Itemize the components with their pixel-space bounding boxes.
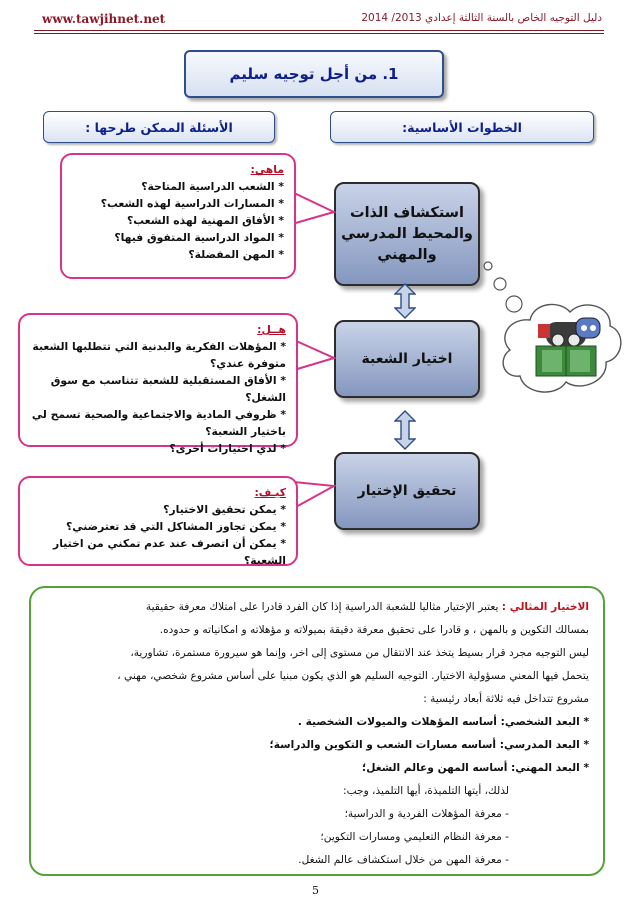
callout-heading: ماهي: [250,163,284,176]
callout-pointer [292,472,336,512]
step-achieve-choice: تحقيق الإختيار [334,452,480,530]
callout-line: * الأفاق المستقبلية للشعبة تتناسب مع سوق الشغل؟ [50,374,286,404]
callout-line: * المهن المفضلة؟ [188,248,284,261]
dimension-school: * البعد المدرسي: أساسه مسارات الشعب و التكوين والدراسة؛ [269,739,589,751]
step-branch-choice: اختيار الشعبة [334,320,480,398]
info-closing: لذلك، أيتها التلميذة، أيها التلميذ، وجب: [343,785,509,797]
callout-line: * ظروفي المادية والاجتماعية والصحية تسمح لي [31,408,286,421]
double-arrow-icon [394,410,416,450]
callout-does-questions [18,313,298,455]
callout-line: متوفرة عندي؟ [210,357,286,370]
thinking-student-illustration [480,258,626,408]
info-text: بمسالك التكوين و بالمهن ، و قادرا على تحقيق معرفة دقيقة بميولاته و مؤهلاته و امكانياته و حدوده. [159,624,589,636]
callout-line: * يمكن تحقيق الاختيار؟ [163,503,286,516]
questions-label: الأسئلة الممكن طرحها : [43,111,275,143]
step-self-line: والمحيط المدرسي [341,225,473,242]
website-url[interactable]: www.tawjihnet.net [42,12,166,26]
info-bullet: - معرفة النظام التعليمي ومسارات التكوين؛ [320,831,509,843]
callout-line: * يمكن تجاوز المشاكل التي قد تعترضني؟ [66,520,286,533]
info-bullet: - معرفة المهن من خلال استكشاف عالم الشغل. [298,854,509,866]
step-self-line: والمهني [377,246,437,263]
section-title: 1. من أجل توجيه سليم [229,65,399,83]
page-number: 5 [312,884,319,897]
callout-line: * المسارات الدراسية لهذه الشعب؟ [100,197,284,210]
callout-heading: هــل: [257,323,286,336]
callout-line: * لدي اختيارات أخرى؟ [169,442,286,455]
callout-pointer [292,338,336,376]
step-self-line: استكشاف الذات [350,204,465,221]
double-arrow-icon [394,283,416,319]
info-text: مشروع تتداخل فيه ثلاثة أبعاد رئيسية : [423,693,589,705]
callout-line: باختيار الشعبة؟ [205,425,286,438]
section-title-box [184,50,444,98]
callout-heading: كيـف: [254,486,286,499]
callout-how-questions [18,476,298,566]
info-text: ليس التوجيه مجرد قرار بسيط يتخذ عند الانتقال من مستوى إلى اخر، وإنما هو سيرورة مستمرة، تشاورية، [130,647,589,659]
steps-label: الخطوات الأساسية: [330,111,594,143]
info-bullet: - معرفة المؤهلات الفردية و الدراسية؛ [344,808,509,820]
callout-line: * يمكن أن اتصرف عند عدم تمكني من اختيار الشعبة؟ [53,537,286,567]
dimension-professional: * البعد المهني: أساسه المهن وعالم الشغل؛ [362,762,589,774]
guide-title-header: دليل التوجيه الخاص بالسنة الثالثة إعدادي 2013/ 2014 [361,12,602,24]
header-divider [34,30,604,31]
callout-line: * الأفاق المهنية لهذه الشعب؟ [126,214,284,227]
ideal-choice-info-box [29,586,605,876]
dimension-personal: * البعد الشخصي: أساسه المؤهلات والميولات الشخصية . [297,716,589,728]
info-para1 [45,596,589,619]
callout-pointer [290,190,336,230]
callout-line: * المؤهلات الفكرية والبدنية التي تتطلبها الشعبة [32,340,286,353]
info-text: يعتبر الإختيار مثاليا للشعبة الدراسية إذا كان الفرد قادرا على امتلاك معرفة حقيقية [145,601,499,613]
ideal-choice-label: الاختيار المثالي : [501,601,589,613]
callout-line: * الشعب الدراسية المتاحة؟ [141,180,284,193]
step-self-exploration [334,182,480,286]
callout-line: * المواد الدراسية المتفوق فيها؟ [114,231,284,244]
info-text: يتحمل فيها المعني مسؤولية الاختيار. التوجيه السليم هو الذي يكون مبنيا على أساس مشروع شخصي، مهني ، [117,670,589,682]
header-divider-thin [34,33,604,34]
callout-what-questions [60,153,296,279]
